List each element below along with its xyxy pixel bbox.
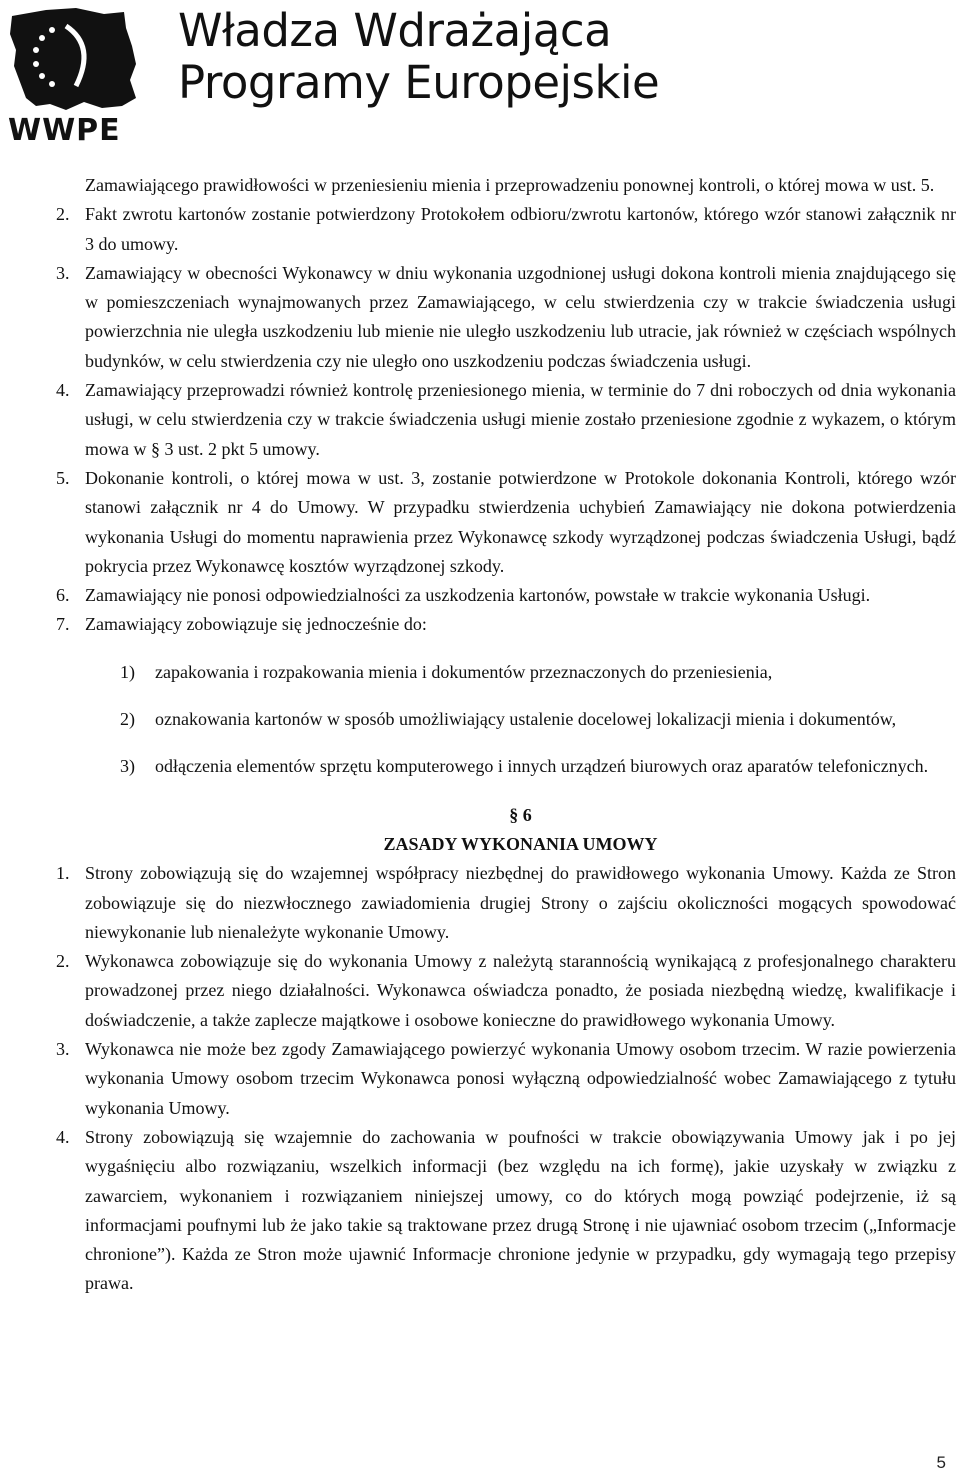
document-body <box>56 171 956 1299</box>
item-text: Zamawiający zobowiązuje się jednocześnie do: <box>85 614 427 635</box>
list-item <box>56 947 956 1035</box>
poland-map-icon <box>10 8 136 110</box>
item-number: 3. <box>56 262 70 283</box>
item-number: 3. <box>56 1039 70 1060</box>
item-text: Zamawiający nie ponosi odpowiedzialności za uszkodzenia kartonów, powstałe w trakcie wykonania Usługi. <box>85 585 871 606</box>
item-text: Fakt zwrotu kartonów zostanie potwierdzony Protokołem odbioru/zwrotu kartonów, którego wzór stanowi załącznik nr 3 do umowy. <box>85 204 956 254</box>
sub-item-number: 3) <box>120 756 135 777</box>
item-number: 2. <box>56 204 70 225</box>
numbered-list-a <box>56 200 956 639</box>
item-number: 4. <box>56 1126 70 1147</box>
item-text: Wykonawca nie może bez zgody Zamawiającego powierzyć wykonania Umowy osobom trzecim. W razie powierzenia wykonania Umowy osobom trzecim Wykonawca ponosi wyłączną odpowiedzialność wobec Zamawiającego z tytułu wykonania Umowy. <box>85 1039 956 1118</box>
sub-item-text: odłączenia elementów sprzętu komputerowego i innych urządzeń biurowych oraz aparatów telefonicznych. <box>155 756 929 777</box>
list-item <box>56 1123 956 1299</box>
list-item <box>56 259 956 376</box>
item-number: 1. <box>56 863 70 884</box>
sub-item-number: 2) <box>120 709 135 730</box>
sub-list-item <box>120 658 956 687</box>
logo-abbr: WWPE <box>8 113 121 146</box>
list-item <box>56 464 956 581</box>
list-item <box>56 610 956 639</box>
org-name-line1: Władza Wdrażająca <box>178 4 612 57</box>
item-text: Strony zobowiązują się wzajemnie do zachowania w poufności w trakcie obowiązywania Umowy jak i po jej wygaśnięciu albo rozwiązaniu, wszelkich informacji (bez względu na ich formę), jakie uzyskały w związku z zawarciem, wykonaniem i rozwiązaniem niniejszej umowy, co do których mogą powziąć podejrzenie, iż są informacjami poufnymi lub że jako takie są traktowane przez drugą Stronę i nie ujawniać osobom trzecim („Informacje chronione”). Każda ze Stron może ujawnić Informacje chronione jedynie w przypadku, gdy wymagają tego przepisy prawa. <box>85 1126 956 1294</box>
list-item <box>56 200 956 259</box>
org-name-line2: Programy Europejskie <box>178 56 660 109</box>
sub-item-text: zapakowania i rozpakowania mienia i dokumentów przeznaczonych do przeniesienia, <box>155 661 773 682</box>
item-text: Zamawiający w obecności Wykonawcy w dniu wykonania uzgodnionej usługi dokona kontroli mienia znajdującego się w pomieszczeniach wynajmowanych przez Zamawiającego, w celu stwierdzenia czy w trakcie świadczenia usługi powierzchnia nie uległa uszkodzeniu lub mienie nie uległo uszkodzeniu lub utracie, jak również w częściach wspólnych budynków, w celu stwierdzenia czy nie uległo ono uszkodzeniu podczas świadczenia usługi. <box>85 262 956 371</box>
sub-list-item <box>120 705 956 734</box>
continuation-text: Zamawiającego prawidłowości w przeniesieniu mienia i przeprowadzeniu ponownej kontroli, o której mowa w ust. 5. <box>85 175 935 195</box>
item-text: Wykonawca zobowiązuje się do wykonania Umowy z należytą starannością wynikającą z profesjonalnego charakteru prowadzonej przez niego działalności. Wykonawca oświadcza ponadto, że posiada niezbędną wiedzę, kwalifikacje i doświadczenie, a także zaplecze majątkowe i osobowe konieczne do prawidłowego wykonania Umowy. <box>85 951 956 1030</box>
item-number: 2. <box>56 951 70 972</box>
list-item <box>56 581 956 610</box>
item-number: 5. <box>56 467 70 488</box>
sub-list <box>85 658 956 782</box>
page-number: 5 <box>936 1453 946 1472</box>
list-item <box>56 376 956 464</box>
item-text: Strony zobowiązują się do wzajemnej współpracy niezbędnej do prawidłowego wykonania Umowy. Każda ze Stron zobowiązuje się do niezwłocznego zawiadomienia drugiej Strony o zajściu okoliczności mogących spowodować niewykonanie lub nienależyte wykonanie Umowy. <box>85 863 956 942</box>
section-number: § 6 <box>509 804 532 825</box>
item-number: 4. <box>56 380 70 401</box>
sub-item-number: 1) <box>120 661 135 682</box>
wwpe-logo <box>6 6 166 146</box>
item-number: 6. <box>56 585 70 606</box>
numbered-list-b <box>56 859 956 1298</box>
list-item <box>56 859 956 947</box>
sub-list-item <box>120 752 956 781</box>
section-title: ZASADY WYKONANIA UMOWY <box>383 833 658 854</box>
list-item <box>56 1035 956 1123</box>
sub-item-text: oznakowania kartonów w sposób umożliwiający ustalenie docelowej lokalizacji mienia i dokumentów, <box>155 709 897 730</box>
item-text: Zamawiający przeprowadzi również kontrolę przeniesionego mienia, w terminie do 7 dni roboczych od dnia wykonania usługi, w celu stwierdzenia czy w trakcie świadczenia usługi mienie zostało przeniesione zgodnie z wykazem, o którym mowa w § 3 ust. 2 pkt 5 umowy. <box>85 380 956 459</box>
item-text: Dokonanie kontroli, o której mowa w ust. 3, zostanie potwierdzone w Protokole dokonania Kontroli, którego wzór stanowi załącznik nr 4 do Umowy. W przypadku stwierdzenia uchybień Zamawiający nie dokona potwierdzenia wykonania Usługi do momentu naprawienia przez Wykonawcę szkody wyrządzonej podczas świadczenia Usługi, bądź pokrycia przez Wykonawcę kosztów wyrządzonej szkody. <box>85 467 956 576</box>
item-number: 7. <box>56 614 70 635</box>
page-header <box>0 0 960 150</box>
